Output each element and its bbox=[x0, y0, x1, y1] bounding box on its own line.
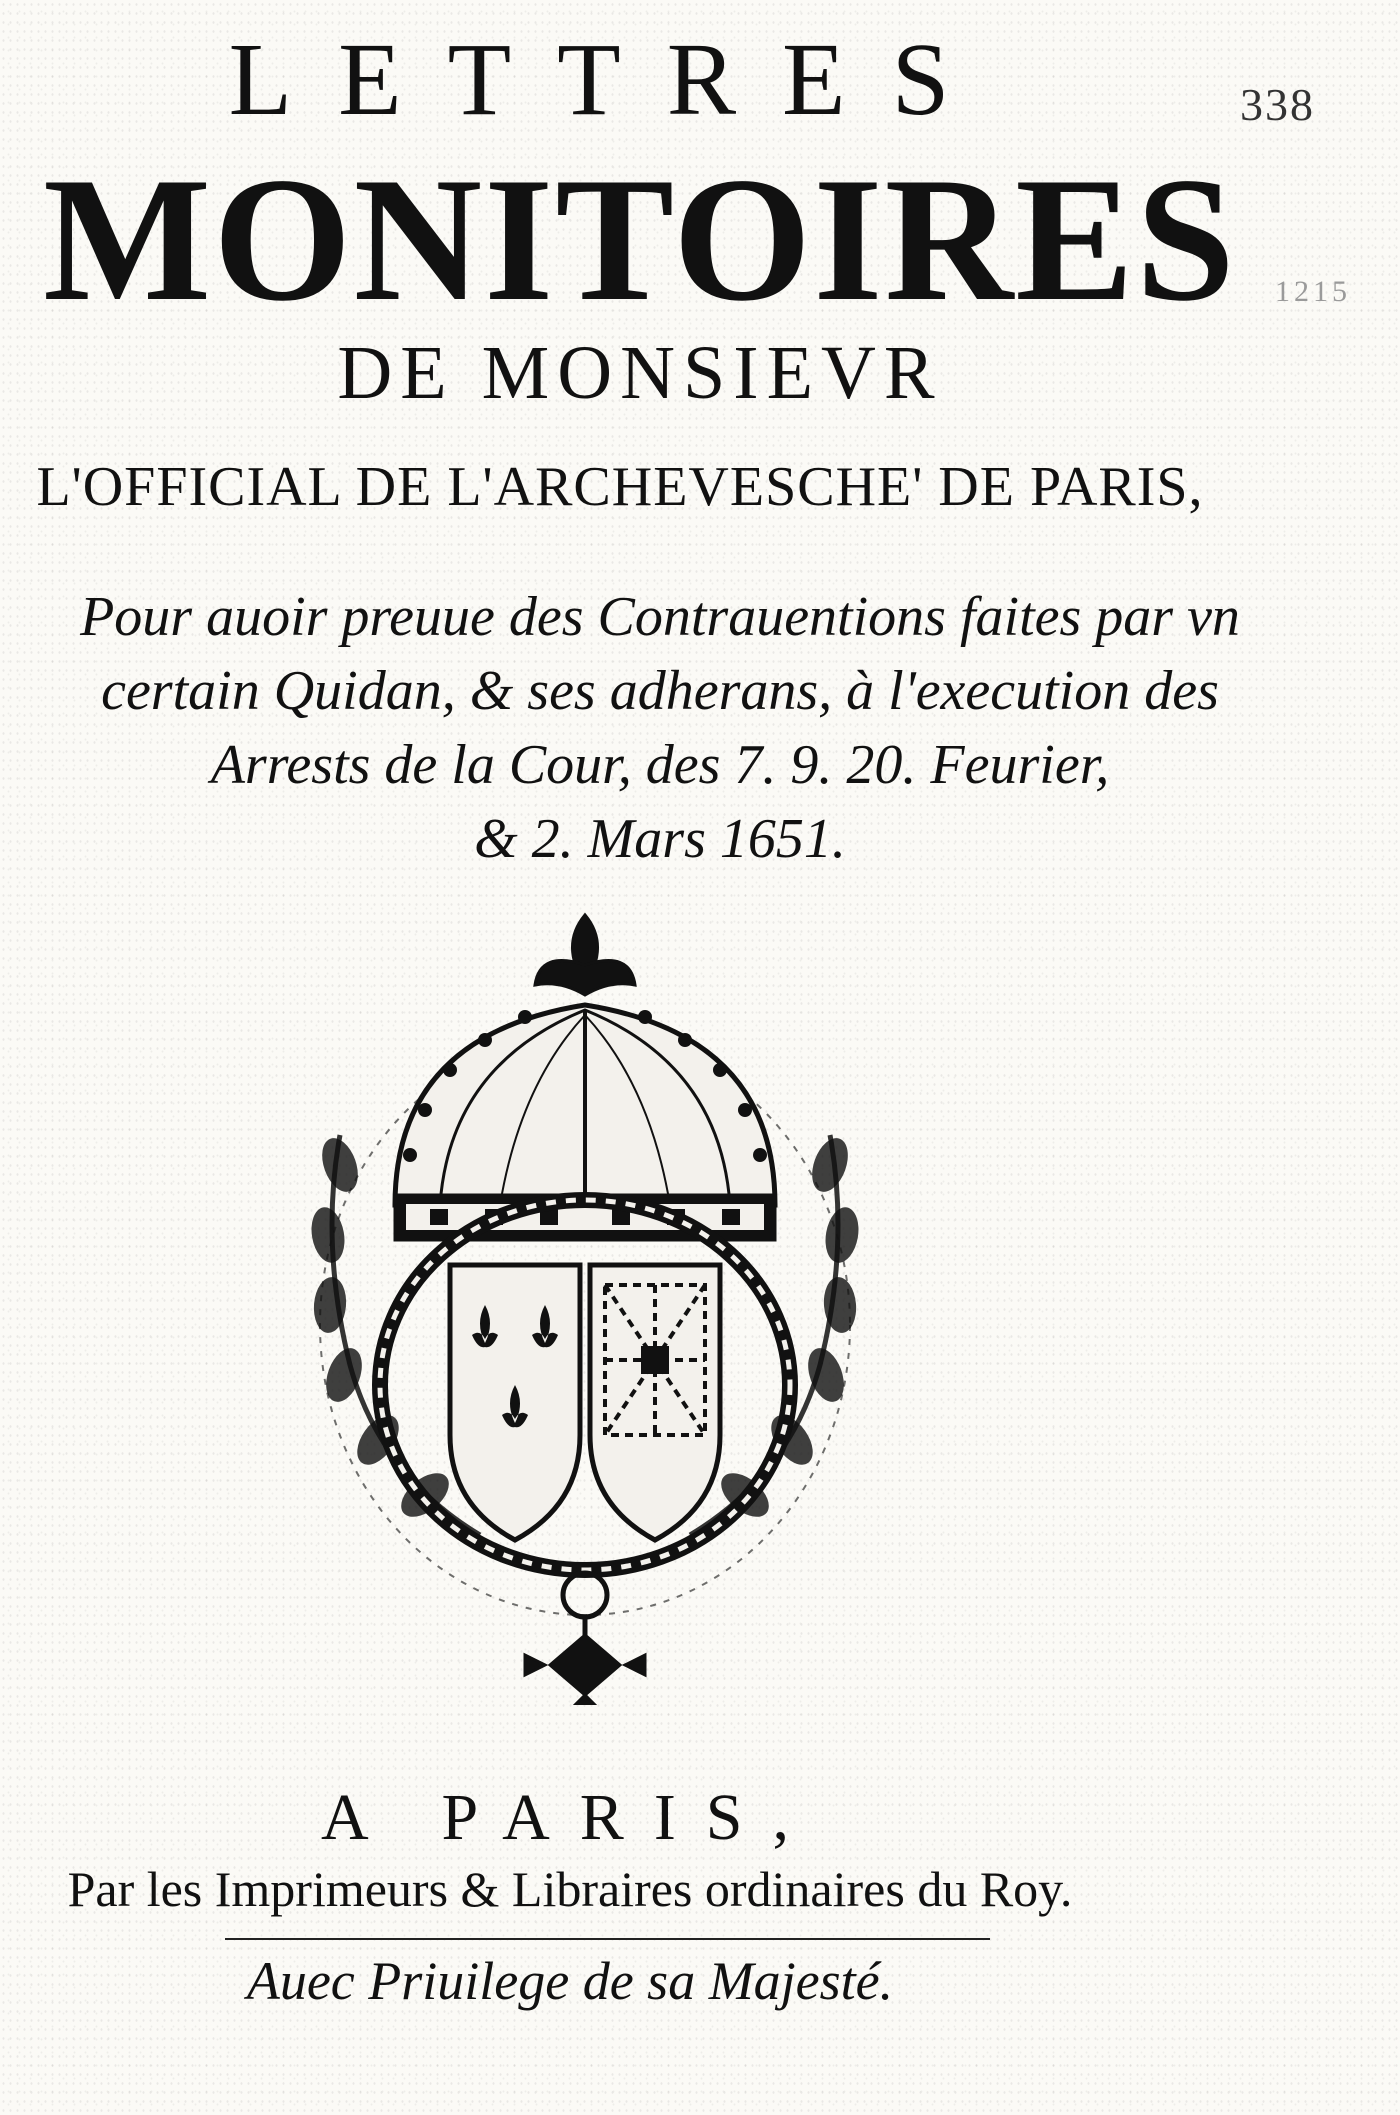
title-line-lettres: LETTRES bbox=[228, 22, 996, 137]
imprint-city: A PARIS, bbox=[320, 1781, 820, 1854]
folio-number: 338 bbox=[1240, 79, 1315, 130]
title-line-monitoires: MONITOIRES bbox=[43, 140, 1237, 338]
imprint-printers: Par les Imprimeurs & Libraires ordinaires du Roy. bbox=[67, 1861, 1073, 1917]
divider-rule bbox=[225, 1938, 990, 1940]
margin-mark: 1215 bbox=[1275, 275, 1351, 308]
title-line-official: L'OFFICIAL DE L'ARCHEVESCHE' DE PARIS, bbox=[36, 456, 1204, 518]
subtitle-line: & 2. Mars 1651. bbox=[474, 808, 846, 870]
title-line-monsieur: DE MONSIEVR bbox=[337, 331, 943, 415]
subtitle-line: certain Quidan, & ses adherans, à l'execution des bbox=[101, 660, 1219, 722]
subtitle-block bbox=[40, 580, 1280, 876]
royal-coat-of-arms-icon bbox=[300, 905, 870, 1705]
subtitle-line: Pour auoir preuue des Contrauentions faites par vn bbox=[80, 586, 1240, 648]
imprint-privilege: Auec Priuilege de sa Majesté. bbox=[246, 1951, 894, 2011]
subtitle-line: Arrests de la Cour, des 7. 9. 20. Feurier, bbox=[210, 734, 1110, 796]
